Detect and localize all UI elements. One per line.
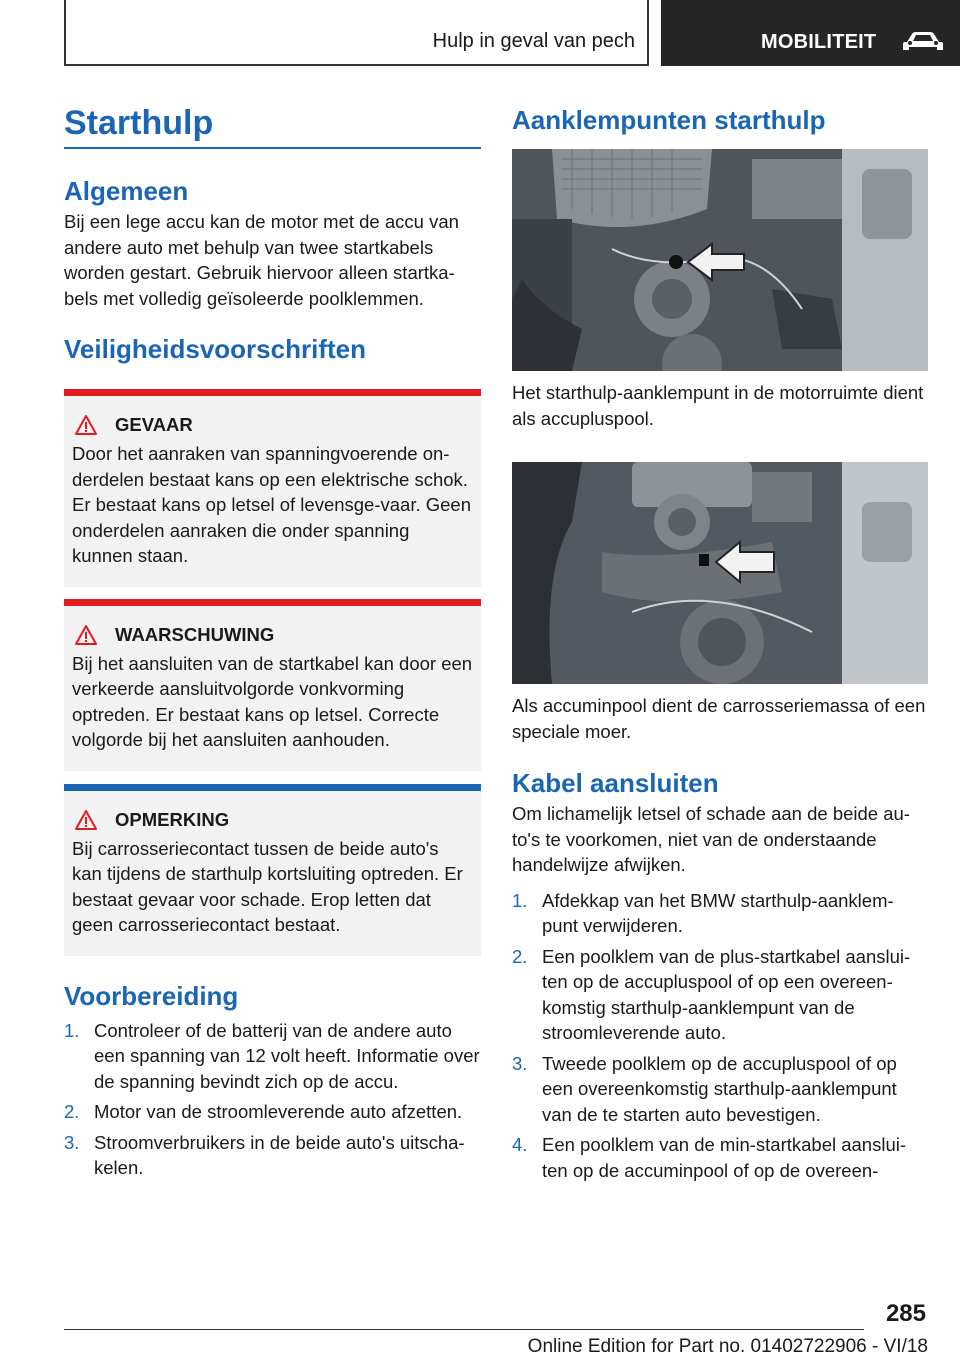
car-icon (901, 30, 945, 54)
engine-bay-illustration (512, 149, 928, 371)
general-paragraph: Bij een lege accu kan de motor met de accu van andere auto met behulp van twee startkabels worden gestart. Gebruik hiervoor alleen startka-bels met volledig geïsoleerde poolklemmen. (64, 211, 459, 309)
connect-cable-paragraph: Om lichamelijk letsel of schade aan de beide au-to's te voorkomen, niet van de onderstaande handelwijze afwijken. (512, 803, 910, 875)
heading-general: Algemeen (64, 176, 189, 206)
heading-jump-points: Aanklempunten starthulp (512, 105, 826, 135)
connect-cable-steps (512, 888, 928, 1184)
notice-label: OPMERKING (115, 808, 230, 830)
caption-negative: Als accuminpool dient de carrosseriemassa of een speciale moer. (512, 695, 926, 742)
warning-box-warning (64, 599, 481, 771)
list-item: 3. Stroomverbruikers in de beide auto's uitscha-kelen. (64, 1131, 465, 1178)
heading-preparation: Voorbereiding (64, 980, 239, 1011)
warning-text: Door het aanraken van spanningvoerende on-derdelen bestaat kans op een elektrische schok. Er bestaat kans op letsel of levensge-vaar. Geen onderdelen aanraken die onder spanning kunnen staan. (72, 443, 472, 566)
warning-label: WAARSCHUWING (115, 623, 275, 645)
notice-text: Bij carrosseriecontact tussen de beide auto's kan tijdens de starthulp kortsluiting optreden. Er bestaat gevaar voor schade. Erop letten dat geen carrosseriecontact bestaat. (72, 837, 463, 935)
list-item: 4. Een poolklem van de min-startkabel aanslui-ten op de accuminpool of op de overeen- (512, 1134, 907, 1181)
page-header (0, 0, 960, 66)
list-item: 1. Controleer of de batterij van de andere auto een spanning van 12 volt heeft. Informatie over de spanning bevindt zich op de accu. (64, 1019, 480, 1092)
list-item: 3. Tweede poolklem op de accupluspool of op een overeenkomstig starthulp-aanklempunt van de te starten auto bevestigen. (512, 1052, 897, 1125)
heading-connect-cable: Kabel aansluiten (512, 768, 719, 798)
warning-triangle-icon (74, 414, 98, 436)
caption-positive: Het starthulp-aanklempunt in de motorruimte dient als accupluspool. (512, 382, 924, 429)
footer-divider (64, 1329, 864, 1330)
notice-triangle-icon (74, 809, 98, 831)
notice-bar (64, 784, 481, 791)
engine-bay-photo-negative (512, 462, 928, 684)
footer-edition: Online Edition for Part no. 01402722906 - VI/18 (527, 1336, 928, 1357)
warning-text: Bij het aansluiten van de startkabel kan door een verkeerde aansluitvolgorde vonkvorming optreden. Er bestaat kans op letsel. Correcte volgorde bij het aansluiten aanhouden. (72, 652, 473, 750)
warning-bar (64, 389, 481, 396)
title-divider (64, 147, 481, 149)
engine-bay-illustration (512, 462, 928, 684)
page-title: Starthulp (64, 104, 214, 142)
page-number: 285 (885, 1300, 926, 1327)
list-item: 1. Afdekkap van het BMW starthulp-aanklem-punt verwijderen. (512, 889, 894, 936)
list-item: 2. Motor van de stroomleverende auto afzetten. (64, 1101, 463, 1122)
heading-safety: Veiligheidsvoorschriften (64, 334, 366, 364)
warning-box-danger (64, 389, 481, 587)
warning-label: GEVAAR (115, 414, 193, 435)
header-section-title: Hulp in geval van pech (432, 30, 635, 52)
list-item: 2. Een poolklem van de plus-startkabel aanslui-ten op de accupluspool of op een overeen-komstig starthulp-aanklempunt van de stroomleverende auto. (512, 945, 911, 1043)
warning-box-notice (64, 784, 481, 956)
engine-bay-photo-positive (512, 149, 928, 371)
header-chapter-label: MOBILITEIT (761, 31, 877, 53)
right-column (512, 100, 928, 1188)
preparation-steps (64, 1018, 481, 1181)
left-column (64, 100, 481, 1186)
warning-bar (64, 599, 481, 606)
warning-triangle-icon (74, 624, 98, 646)
header-chapter-tab (661, 0, 960, 66)
